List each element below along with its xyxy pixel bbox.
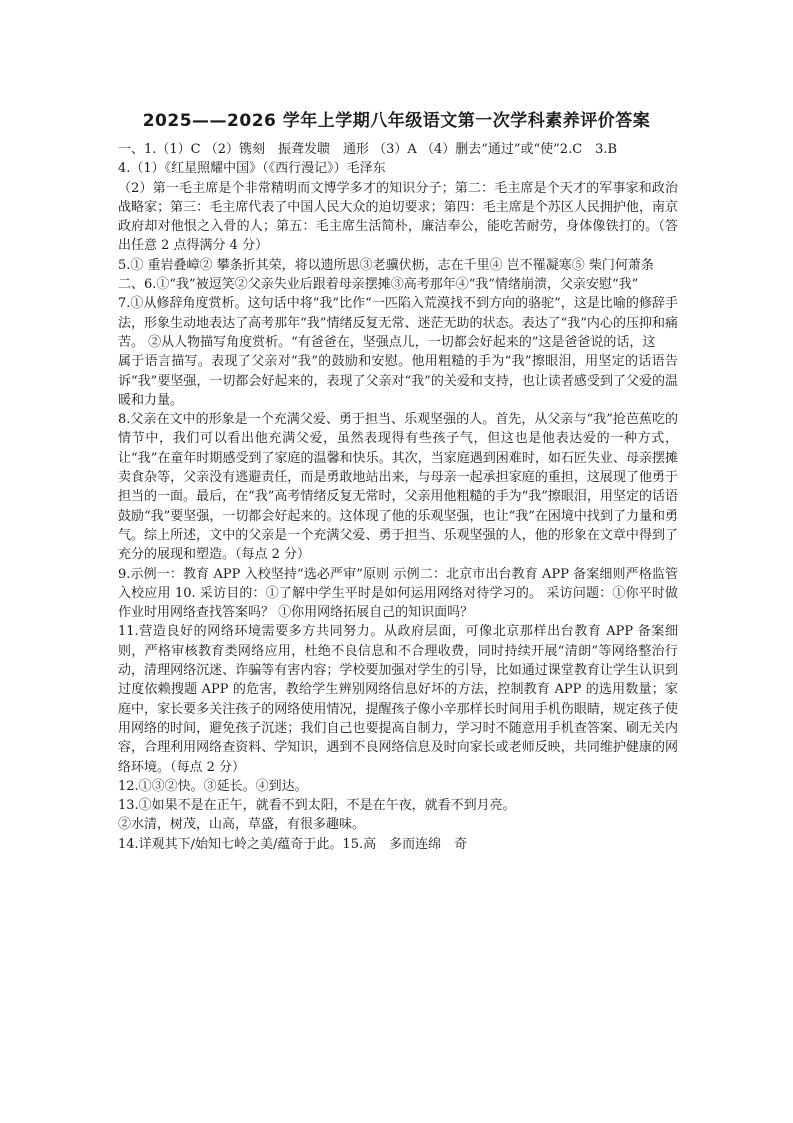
answer-line: 13.①如果不是在正午，就看不到太阳，不是在午夜，就看不到月亮。 (118, 798, 516, 814)
answer-paragraph: 5.① 重岩叠嶂② 攀条折其荣，将以遗所思③老骥伏枥，志在千里④ 岂不罹凝寒⑤ 柴门何萧条 (118, 257, 654, 273)
answer-line: 14.详观其下/始知七岭之美/蕴奇于此。15.高 多而连绵 奇 (118, 836, 468, 852)
answer-line: ②水清，树茂，山高，草盛，有很多趣味。 (118, 817, 366, 833)
answer-body (118, 140, 678, 854)
answer-paragraph: 属于语言描写。表现了父亲对“我”的鼓励和安慰。他用粗糙的手为“我”擦眼泪，用坚定的话语告诉“我”要坚强，一切都会好起来的，表现了父亲对“我”的关爱和支持，也让读者感受到了父爱的温暖和力量。 (118, 354, 678, 408)
answer-line: 4.（1）《红星照耀中国》（《西行漫记》）毛泽东 (118, 161, 386, 177)
page-title: 2025——2026 学年上学期八年级语文第一次学科素养评价答案 (142, 111, 651, 131)
answer-paragraph: 9.示例一：教育 APP 入校坚持“选必严审”原则 示例二：北京市出台教育 APP 备案细则严格监管入校应用 10. 采访目的：①了解中学生平时是如何运用网络对待学习的。 采访问题：①你平时做作业时用网络查找答案吗？ ①你用网络拓展自己的知识面吗？ (118, 566, 678, 621)
answer-paragraph: 二、6.①“我”被逗笑②父亲失业后跟着母亲摆摊③高考那年④“我”情绪崩溃，父亲安慰“我” (118, 277, 639, 293)
answer-paragraph: （2）第一毛主席是个非常精明而文博学多才的知识分子；第二：毛主席是个天才的军事家和政治战略家；第三：毛主席代表了中国人民大众的迫切要求；第四：毛主席是个苏区人民拥护他，南京政府却对他恨之入骨的人；第五：毛主席生活简朴，廉洁奉公，能吃苦耐劳，身体像铁打的。（答出任意 2 点得满分 4 分） (118, 180, 678, 254)
answer-line: 12.①③②快。③延长。④到达。 (118, 778, 308, 794)
answer-paragraph: 8.父亲在文中的形象是一个充满父爱、勇于担当、乐观坚强的人。首先，从父亲与“我”抢芭蕉吃的情节中，我们可以看出他充满父爱，虽然表现得有些孩子气，但这也是他表达爱的一种方式，让“我”在童年时期感受到了家庭的温馨和快乐。其次，当家庭遇到困难时，如石匠失业、母亲摆摊卖食杂等，父亲没有逃避责任，而是勇敢地站出来，与母亲一起承担家庭的重担，这展现了他勇于担当的一面。最后，在“我”高考情绪反复无常时，父亲用他粗糙的手为“我”擦眼泪，用坚定的话语鼓励“我”要坚强，一切都会好起来的。这体现了他的乐观坚强，也让“我”在困境中找到了力量和勇气。综上所述，文中的父亲是一个充满父爱、勇于担当、乐观坚强的人，他的形象在文章中得到了充分的展现和塑造。（每点 2 分） (118, 412, 678, 563)
answer-paragraph: 7.①从修辞角度赏析。这句话中将“我”比作“一匹陷入荒漠找不到方向的骆驼”，这是比喻的修辞手法，形象生动地表达了高考那年“我”情绪反复无常、迷茫无助的状态。表达了“我”内心的压抑和痛苦。 ②从人物描写角度赏析。“有爸爸在，坚强点儿，一切都会好起来的”这是爸爸说的话，这 (118, 296, 678, 350)
answer-line: 一、1.（1）C （2）镌刻 振聋发聩 通形 （3）A （4）删去“通过”或“使”2.C 3.B (118, 142, 618, 157)
answer-paragraph: 11.营造良好的网络环境需要多方共同努力。从政府层面，可像北京那样出台教育 APP 备案细则，严格审核教育类网络应用，杜绝不良信息和不合理收费，同时持续开展“清朗”等网络整治行动，清理网络沉迷、诈骗等有害内容；学校要加强对学生的引导，比如通过课堂教育让学生认识到过度依赖搜题 APP 的危害，教给学生辨别网络信息好坏的方法，控制教育 APP 的选用数量；家庭中，家长要多关注孩子的网络使用情况，提醒孩子像小辛那样长时间用手机伤眼睛，规定孩子使用网络的时间，避免孩子沉迷；我们自己也要提高自制力，学习时不随意用手机查答案、刷无关内容，合理利用网络查资料、学知识，遇到不良网络信息及时向家长或老师反映，共同维护健康的网络环境。（每点 2 分） (118, 624, 678, 775)
